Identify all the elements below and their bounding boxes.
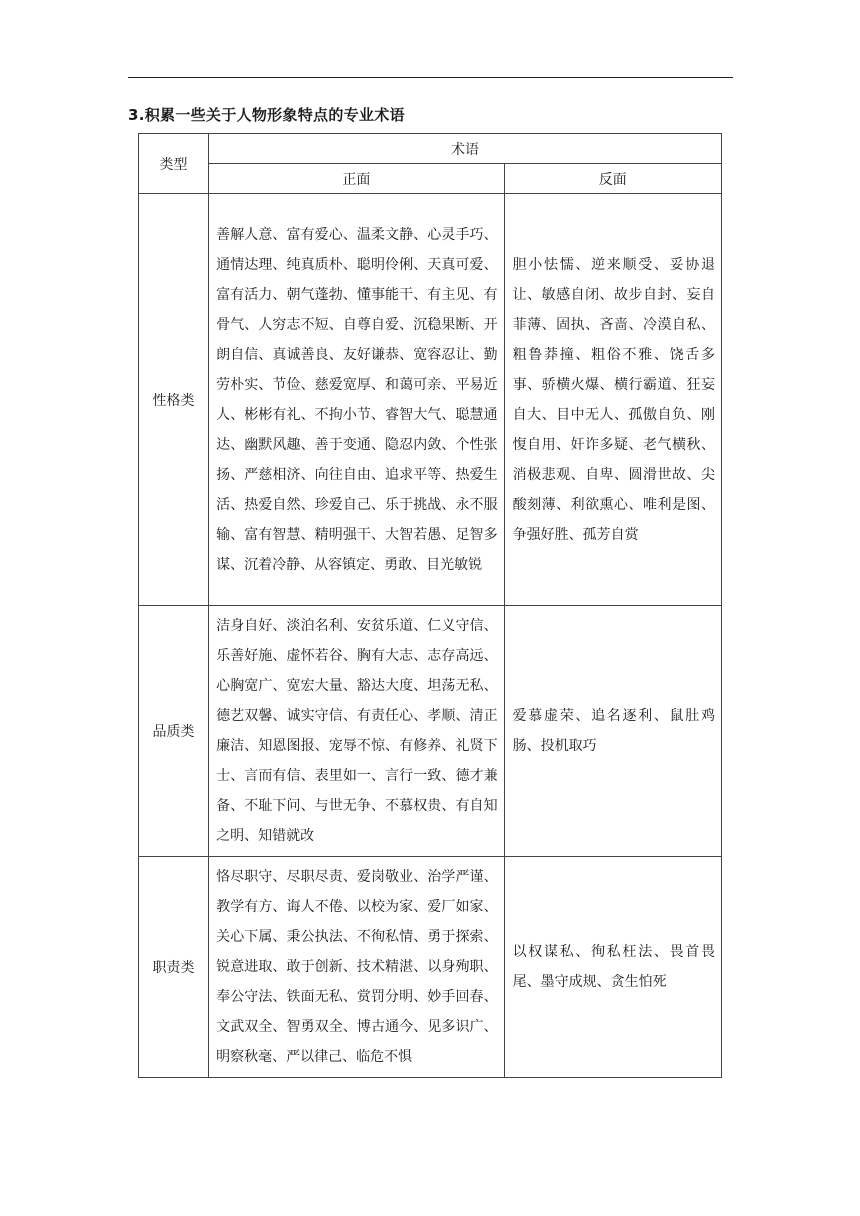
- table-row: [139, 857, 722, 1078]
- negative-terms: 以权谋私、徇私枉法、畏首畏尾、墨守成规、贪生怕死: [504, 857, 721, 1078]
- header-type: 类型: [139, 134, 209, 194]
- negative-terms: 爱慕虚荣、追名逐利、鼠肚鸡肠、投机取巧: [504, 606, 721, 857]
- negative-terms: 胆小怯懦、逆来顺受、妥协退让、敏感自闭、故步自封、妄自菲薄、固执、吝啬、冷漠自私、粗鲁莽撞、粗俗不雅、饶舌多事、骄横火爆、横行霸道、狂妄自大、目中无人、孤傲自负、刚愎自用、奸诈多疑、老气横秋、消极悲观、自卑、圆滑世故、尖酸刻薄、利欲熏心、唯利是图、争强好胜、孤芳自赏: [504, 194, 721, 606]
- terms-table: [138, 133, 722, 1078]
- section-heading: 3.积累一些关于人物形象特点的专业术语: [128, 106, 405, 124]
- row-type: 职责类: [139, 857, 209, 1078]
- row-type: 性格类: [139, 194, 209, 606]
- table-row: [139, 194, 722, 606]
- table-row: [139, 606, 722, 857]
- header-positive: 正面: [209, 164, 505, 194]
- header-rule: [128, 77, 733, 78]
- positive-terms: 善解人意、富有爱心、温柔文静、心灵手巧、通情达理、纯真质朴、聪明伶俐、天真可爱、富有活力、朝气蓬勃、懂事能干、有主见、有骨气、人穷志不短、自尊自爱、沉稳果断、开朗自信、真诚善良、友好谦恭、宽容忍让、勤劳朴实、节俭、慈爱宽厚、和蔼可亲、平易近人、彬彬有礼、不拘小节、睿智大气、聪慧通达、幽默风趣、善于变通、隐忍内敛、个性张扬、严慈相济、向往自由、追求平等、热爱生活、热爱自然、珍爱自己、乐于挑战、永不服输、富有智慧、精明强干、大智若愚、足智多谋、沉着冷静、从容镇定、勇敢、目光敏锐: [209, 194, 505, 606]
- positive-terms: 洁身自好、淡泊名利、安贫乐道、仁义守信、乐善好施、虚怀若谷、胸有大志、志存高远、心胸宽广、宽宏大量、豁达大度、坦荡无私、德艺双馨、诚实守信、有责任心、孝顺、清正廉洁、知恩图报、宠辱不惊、有修养、礼贤下士、言而有信、表里如一、言行一致、德才兼备、不耻下问、与世无争、不慕权贵、有自知之明、知错就改: [209, 606, 505, 857]
- header-negative: 反面: [504, 164, 721, 194]
- row-type: 品质类: [139, 606, 209, 857]
- header-terms: 术语: [209, 134, 722, 164]
- positive-terms: 恪尽职守、尽职尽责、爱岗敬业、治学严谨、教学有方、诲人不倦、以校为家、爱厂如家、关心下属、秉公执法、不徇私情、勇于探索、锐意进取、敢于创新、技术精湛、以身殉职、奉公守法、铁面无私、赏罚分明、妙手回春、文武双全、智勇双全、博古通今、见多识广、明察秋毫、严以律己、临危不惧: [209, 857, 505, 1078]
